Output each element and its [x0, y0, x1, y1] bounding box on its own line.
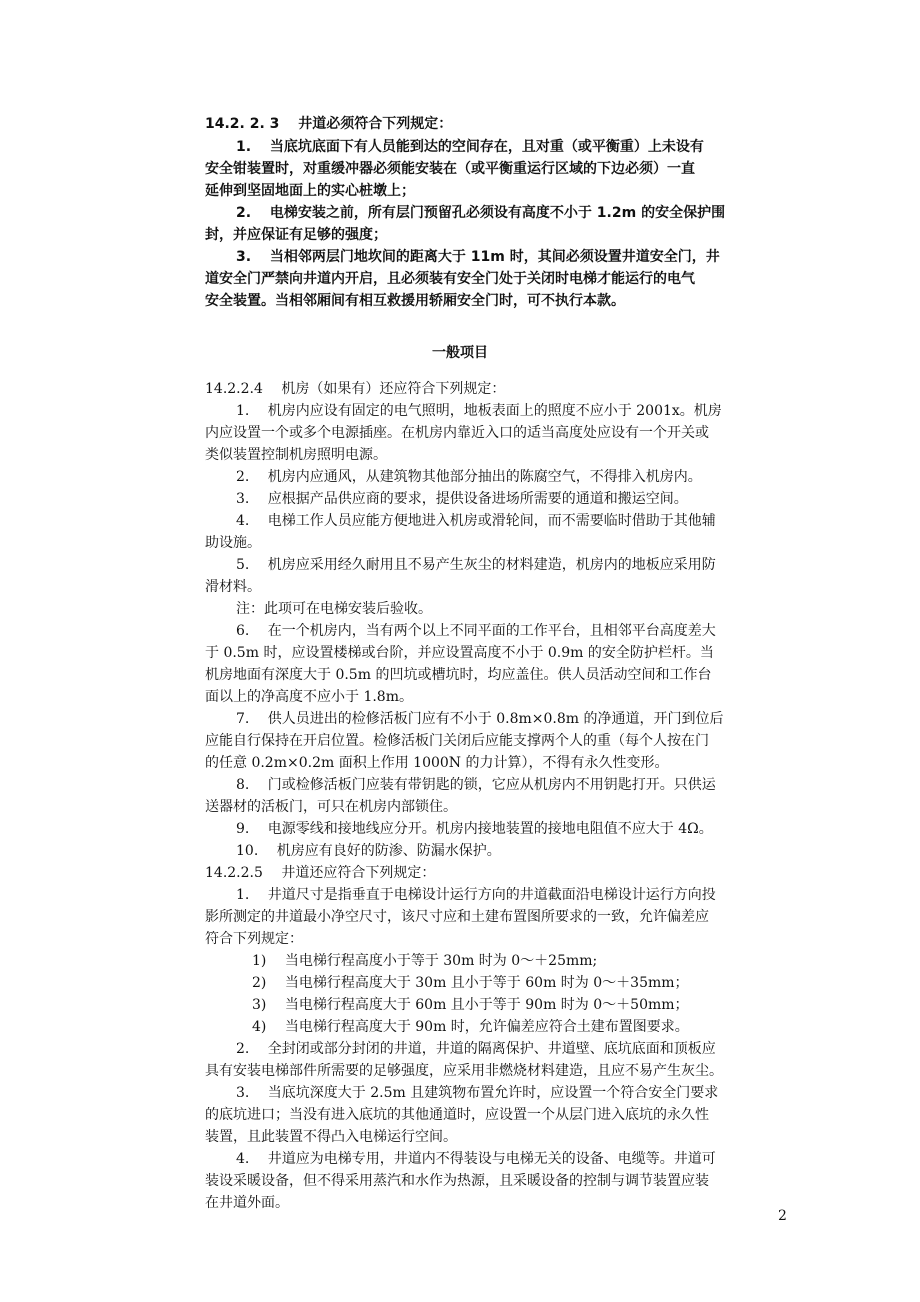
body-line: 滑材料。	[205, 579, 261, 595]
sub-item-line: 4) 当电梯行程高度大于 90m 时，允许偏差应符合土建布置图要求。	[252, 1019, 689, 1035]
body-line: 8. 门或检修活板门应装有带钥匙的锁，它应从机房内不用钥匙打开。只供运	[236, 777, 716, 793]
body-line: 应能自行保持在开启位置。检修活板门关闭后应能支撑两个人的重（每个人按在门	[205, 733, 709, 749]
body-line: 4. 井道应为电梯专用，井道内不得装设与电梯无关的设备、电缆等。井道可	[236, 1151, 716, 1167]
body-line: 5. 机房应采用经久耐用且不易产生灰尘的材料建造，机房内的地板应采用防	[236, 557, 716, 573]
body-line: 类似装置控制机房照明电源。	[205, 447, 387, 463]
clause-heading-14-2-2-5: 14.2.2.5 井道还应符合下列规定：	[205, 865, 436, 881]
body-line: 符合下列规定：	[205, 931, 303, 947]
body-line: 在井道外面。	[205, 1195, 289, 1211]
clause-line: 3. 当相邻两层门地坎间的距离大于 11m 时，其间必须设置井道安全门，井	[236, 249, 720, 265]
body-line: 1. 机房内应设有固定的电气照明，地板表面上的照度不应小于 2001x。机房	[236, 403, 722, 419]
clause-line: 2. 电梯安装之前，所有层门预留孔必须设有高度不小于 1.2m 的安全保护围	[236, 205, 726, 221]
body-line: 9. 电源零线和接地线应分开。机房内接地装置的接地电阻值不应大于 4Ω。	[236, 821, 713, 837]
clause-heading-14-2-2-3: 14.2. 2. 3 井道必须符合下列规定：	[205, 116, 453, 132]
sub-item-line: 3) 当电梯行程高度大于 60m 且小于等于 90m 时为 0～＋50mm；	[252, 997, 689, 1013]
body-line: 装置，且此装置不得凸入电梯运行空间。	[205, 1129, 457, 1145]
body-line: 3. 应根据产品供应商的要求，提供设备进场所需要的通道和搬运空间。	[236, 491, 688, 507]
body-line: 注：此项可在电梯安装后验收。	[236, 601, 432, 617]
body-line: 3. 当底坑深度大于 2.5m 且建筑物布置允许时，应设置一个符合安全门要求	[236, 1085, 719, 1101]
sub-item-line: 1) 当电梯行程高度小于等于 30m 时为 0～＋25mm;	[252, 953, 598, 969]
body-line: 影所测定的井道最小净空尺寸，该尺寸应和土建布置图所要求的一致，允许偏差应	[205, 909, 709, 925]
body-line: 10. 机房应有良好的防渗、防漏水保护。	[236, 843, 501, 859]
body-line: 1. 井道尺寸是指垂直于电梯设计运行方向的井道截面沿电梯设计运行方向投	[236, 887, 716, 903]
body-line: 2. 全封闭或部分封闭的井道，井道的隔离保护、井道壁、底坑底面和顶板应	[236, 1041, 716, 1057]
body-line: 6. 在一个机房内，当有两个以上不同平面的工作平台，且相邻平台高度差大	[236, 623, 716, 639]
body-line: 的任意 0.2m×0.2m 面积上作用 1000N 的力计算），不得有永久性变形。	[205, 755, 669, 771]
body-line: 送器材的活板门，可只在机房内部锁住。	[205, 799, 457, 815]
body-line: 装设采暖设备，但不得采用蒸汽和水作为热源，且采暖设备的控制与调节装置应装	[205, 1173, 709, 1189]
body-line: 4. 电梯工作人员应能方便地进入机房或滑轮间，而不需要临时借助于其他辅	[236, 513, 716, 529]
clause-line: 1. 当底坑底面下有人员能到达的空间存在，且对重（或平衡重）上未设有	[236, 139, 704, 155]
body-line: 的底坑进口；当没有进入底坑的其他通道时，应设置一个从层门进入底坑的永久性	[205, 1107, 709, 1123]
clause-line: 延伸到坚固地面上的实心桩墩上；	[205, 183, 415, 199]
sub-item-line: 2) 当电梯行程高度大于 30m 且小于等于 60m 时为 0～＋35mm；	[252, 975, 689, 991]
body-line: 2. 机房内应通风，从建筑物其他部分抽出的陈腐空气，不得排入机房内。	[236, 469, 702, 485]
body-line: 机房地面有深度大于 0.5m 的凹坑或槽坑时，均应盖住。供人员活动空间和工作台	[205, 667, 712, 683]
clause-line: 安全装置。当相邻厢间有相互救援用轿厢安全门时，可不执行本款。	[205, 293, 625, 309]
body-line: 助设施。	[205, 535, 261, 551]
section-heading: 一般项目	[432, 345, 488, 361]
clause-line: 封，并应保证有足够的强度；	[205, 227, 387, 243]
body-line: 于 0.5m 时，应设置楼梯或台阶，并应设置高度不小于 0.9m 的安全防护栏杆。当	[205, 645, 714, 661]
clause-line: 安全钳装置时，对重缓冲器必须能安装在（或平衡重运行区域的下边必须）一直	[205, 161, 695, 177]
body-line: 内应设置一个或多个电源插座。在机房内靠近入口的适当高度处应设有一个开关或	[205, 425, 709, 441]
page-number: 2	[778, 1208, 787, 1224]
clause-line: 道安全门严禁向井道内开启，且必须装有安全门处于关闭时电梯才能运行的电气	[205, 271, 695, 287]
body-line: 具有安装电梯部件所需要的足够强度，应采用非燃烧材料建造，且应不易产生灰尘。	[205, 1063, 723, 1079]
body-line: 7. 供人员进出的检修活板门应有不小于 0.8m×0.8m 的净通道，开门到位后	[236, 711, 724, 727]
clause-heading-14-2-2-4: 14.2.2.4 机房（如果有）还应符合下列规定：	[205, 381, 506, 397]
body-line: 面以上的净高度不应小于 1.8m。	[205, 689, 413, 705]
